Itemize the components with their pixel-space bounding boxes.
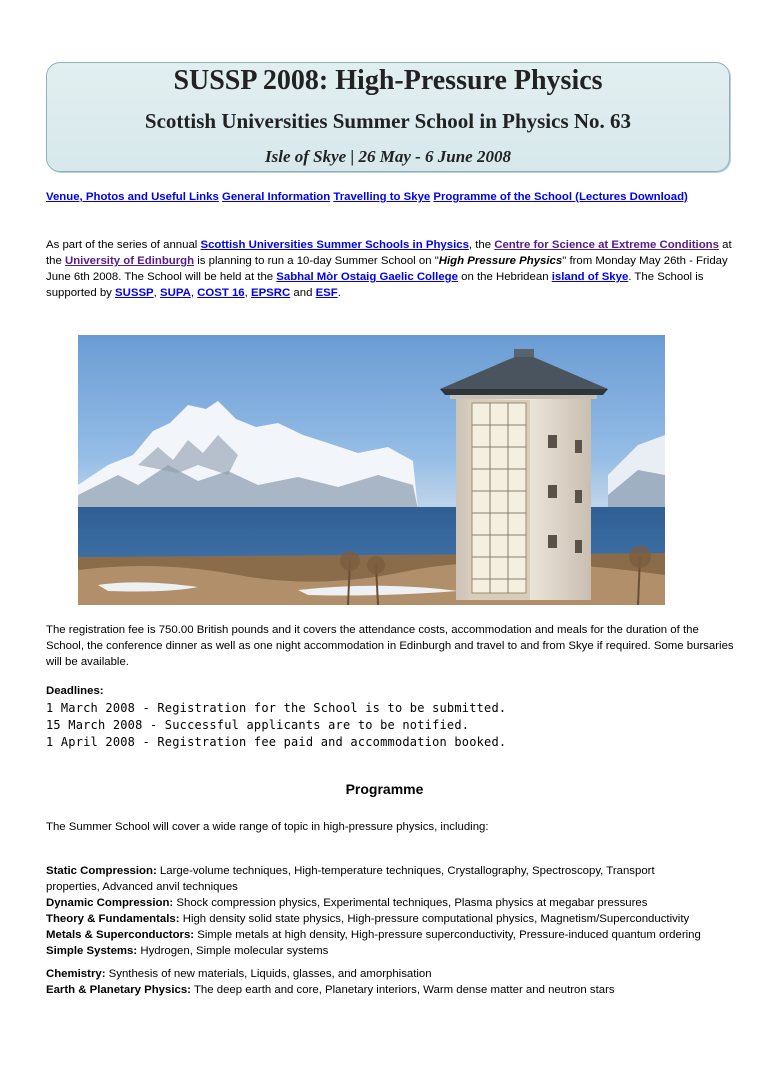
college-photo <box>78 335 665 605</box>
place-dates: Isle of Skye | 26 May - 6 June 2008 <box>265 147 511 166</box>
fee-paragraph: The registration fee is 750.00 British pounds and it covers the attendance costs, accommodation and meals for the duration of the School, the conference dinner as well as one night accommodation in Edinburgh and travel to and from Skye if required. Some bursaries will be available. <box>46 624 734 668</box>
topic-text: Synthesis of new materials, Liquids, glasses, and amorphisation <box>105 968 432 980</box>
topic-list <box>46 863 706 998</box>
intro-paragraph <box>46 237 736 301</box>
topic-item <box>46 927 706 943</box>
intro-text: , <box>190 287 198 299</box>
topic-label: Static Compression: <box>46 865 157 877</box>
link-supa[interactable]: SUPA <box>160 287 191 299</box>
topic-label: Theory & Fundamentals: <box>46 913 180 925</box>
topic-text: Shock compression physics, Experimental techniques, Plasma physics at megabar pressures <box>173 897 648 909</box>
intro-text: " from Monday May 26th - Friday June 6th 2008. The School will be held at the <box>46 255 728 283</box>
intro-text: , the <box>468 239 495 251</box>
link-sussp-series[interactable]: Scottish Universities Summer Schools in Physics <box>200 239 469 251</box>
topic-text: High density solid state physics, High-pressure computational physics, Magnetism/Superconductivity <box>179 913 690 925</box>
link-csec[interactable]: Centre for Science at Extreme Conditions <box>494 239 719 251</box>
topic-item <box>46 895 706 911</box>
intro-text: . <box>337 287 341 299</box>
deadlines-heading: Deadlines: <box>46 685 104 697</box>
page-subtitle: Scottish Universities Summer School in Physics No. 63 <box>144 109 632 133</box>
programme-heading: Programme <box>345 781 424 797</box>
nav-link-travel[interactable]: Travelling to Skye <box>333 191 431 203</box>
topic-item <box>46 943 706 959</box>
link-edinburgh[interactable]: University of Edinburgh <box>65 255 195 267</box>
topic-text: Simple metals at high density, High-pressure superconductivity, Pressure-induced quantum ordering <box>194 929 701 941</box>
topic-text: Hydrogen, Simple molecular systems <box>137 945 329 957</box>
deadline-item: 1 April 2008 - Registration fee paid and accommodation booked. <box>46 735 507 749</box>
intro-text: As part of the series of annual <box>46 239 201 251</box>
topic-label: Metals & Superconductors: <box>46 929 195 941</box>
topic-text: The deep earth and core, Planetary interiors, Warm dense matter and neutron stars <box>190 984 615 996</box>
link-epsrc[interactable]: EPSRC <box>250 287 291 299</box>
topic-label: Simple Systems: <box>46 945 138 957</box>
link-skye[interactable]: island of Skye <box>551 271 629 283</box>
topic-label: Dynamic Compression: <box>46 897 174 909</box>
nav-link-general-info[interactable]: General Information <box>221 191 331 203</box>
deadline-item: 1 March 2008 - Registration for the School is to be submitted. <box>46 701 507 715</box>
link-college[interactable]: Sabhal Mòr Ostaig Gaelic College <box>276 271 458 283</box>
link-cost16[interactable]: COST 16 <box>197 287 245 299</box>
link-sussp[interactable]: SUSSP <box>115 287 154 299</box>
topic-label: Earth & Planetary Physics: <box>46 984 191 996</box>
intro-text: on the Hebridean <box>457 271 552 283</box>
nav-link-venue[interactable]: Venue, Photos and Useful Links <box>46 191 219 203</box>
topic-text: Large-volume techniques, High-temperature techniques, Crystallography, Spectroscopy, Transport properties, Advanced anvil techniques <box>46 865 655 893</box>
page-title: SUSSP 2008: High-Pressure Physics <box>173 65 603 96</box>
topic-label: Chemistry: <box>46 968 106 980</box>
spacer <box>46 959 706 966</box>
topic-item <box>46 982 706 998</box>
intro-text: , <box>244 287 251 299</box>
programme-intro: The Summer School will cover a wide range of topic in high-pressure physics, including: <box>46 821 489 833</box>
intro-text: at the <box>46 239 732 267</box>
nav-link-programme[interactable]: Programme of the School (Lectures Download) <box>433 191 688 203</box>
nav-links <box>46 189 736 205</box>
topic-item <box>46 966 706 982</box>
intro-text: is planning to run a 10-day Summer School on " <box>194 255 439 267</box>
intro-text: , <box>153 287 160 299</box>
topic-item <box>46 911 706 927</box>
title-banner <box>46 62 730 172</box>
intro-text: and <box>290 287 316 299</box>
deadline-item: 15 March 2008 - Successful applicants are to be notified. <box>46 718 470 732</box>
topic-item <box>46 863 706 895</box>
deadlines-section <box>46 683 736 751</box>
link-esf[interactable]: ESF <box>315 287 338 299</box>
school-topic: High Pressure Physics <box>438 255 563 267</box>
intro-text: . The School is supported by <box>46 271 704 299</box>
